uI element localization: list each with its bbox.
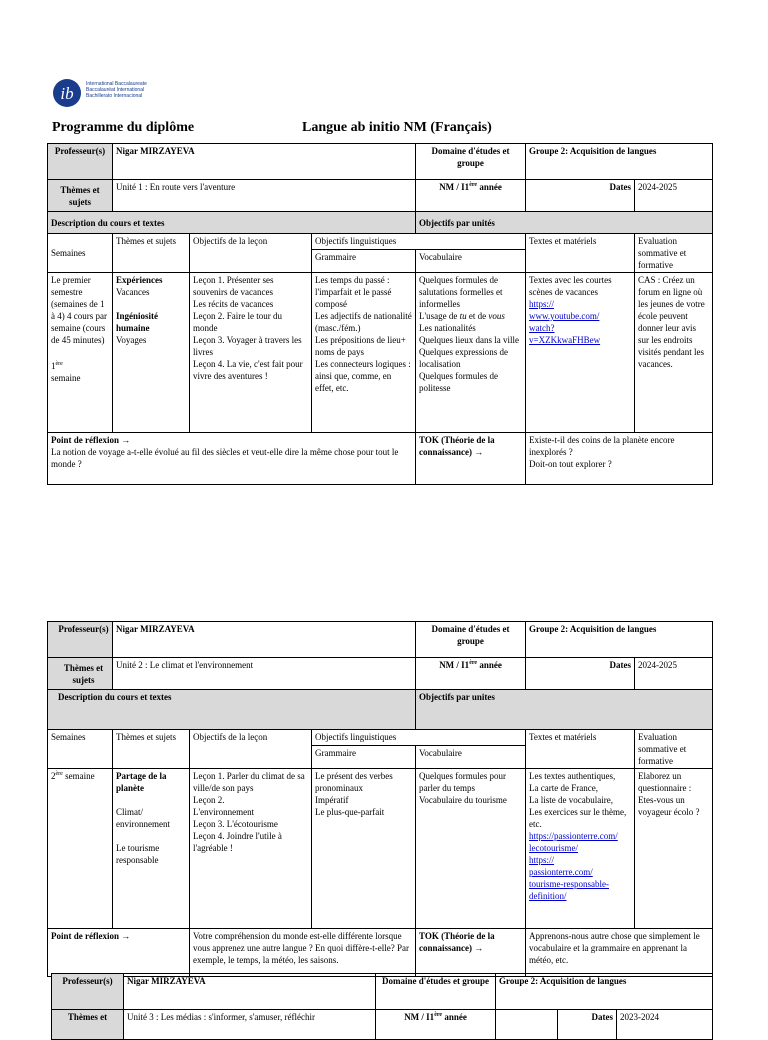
ib-logo <box>52 78 162 108</box>
group-value: Groupe 2: Acquisition de langues <box>496 974 713 1010</box>
domain-label: Domaine d'études et groupe <box>376 974 496 1010</box>
col-vocab: Vocabulaire <box>416 745 526 768</box>
dates-label: Dates <box>558 1010 617 1040</box>
textes-cell <box>526 273 635 433</box>
level-label: NM / I1ère année <box>416 658 526 690</box>
vocab-cell: Quelques formules pour parler du temps Vocabulaire du tourisme <box>416 769 526 929</box>
col-objectifs: Objectifs de la leçon <box>190 234 312 273</box>
themes-label: Thèmes et <box>52 1010 124 1040</box>
col-objectifs: Objectifs de la leçon <box>190 730 312 769</box>
semaines-text: Le premier semestre (semaines de 1 à 4) 4 cours par semaine (cours de 45 minutes) <box>51 275 107 345</box>
textes-text: Les textes authentiques, La carte de France, La liste de vocabulaire, Les exercices sur le thème, etc. <box>529 771 627 829</box>
textes-text: Textes avec les courtes scènes de vacances <box>529 275 612 297</box>
grammaire-cell: Les temps du passé : l'imparfait et le passé composé Les adjectifs de nationalité (masc./fém.) Les prépositions de lieu+ noms de pays Les connecteurs logiques : ainsi que, comme, en effet, etc. <box>312 273 416 433</box>
theme-sub: Voyages <box>116 335 147 345</box>
eval-cell: CAS : Créez un forum en ligne où les jeunes de votre école peuvent donner leur avis sur les endroits visités pendant les vacances. <box>635 273 713 433</box>
unit-3-table <box>51 973 713 1040</box>
col-themes: Thèmes et sujets <box>113 234 190 273</box>
unit-title: Unité 1 : En route vers l'aventure <box>113 180 416 212</box>
col-ling: Objectifs linguistiques <box>312 234 526 250</box>
reflexion-text: Votre compréhension du monde est-elle différente lorsque vous apprenez une autre langue ? En quoi diffère-t-elle? Par exemple, le temps, la météo, les saisons. <box>190 929 416 977</box>
unit-title: Unité 2 : Le climat et l'environnement <box>113 658 416 690</box>
dates-value: 2023-2024 <box>617 1010 713 1040</box>
level-label: NM / I1ère année <box>376 1010 496 1040</box>
prof-name: Nigar MIRZAYEVA <box>113 144 416 180</box>
ib-logo-icon <box>52 78 82 108</box>
reflexion-cell <box>48 433 416 485</box>
logo-line: Baccalauréat International <box>86 87 145 93</box>
col-ling: Objectifs linguistiques <box>312 730 526 746</box>
prof-name: Nigar MIRZAYEVA <box>113 622 416 658</box>
textes-cell <box>526 769 635 929</box>
themes-label: Thèmes et sujets <box>48 180 113 212</box>
program-title: Programme du diplôme <box>52 120 195 135</box>
theme-sub: Climat/ environnement <box>116 807 170 829</box>
dates-label: Dates <box>526 658 635 690</box>
semaines-week: 1ère semaine <box>51 361 81 383</box>
semaines-cell: 2ère semaine <box>48 769 113 929</box>
dates-label: Dates <box>526 180 635 212</box>
tourisme-responsable-link[interactable]: https:// passionterre.com/ tourisme-responsable- definition/ <box>529 855 609 901</box>
tok-text: Existe-t-il des coins de la planète encore inexplorés ? Doit-on tout explorer ? <box>526 433 713 485</box>
reflexion-text: La notion de voyage a-t-elle évolué au fil des siècles et veut-elle dire la même chose pour tout le monde ? <box>51 447 399 469</box>
tok-label: TOK (Théorie de la connaissance) → <box>416 433 526 485</box>
col-textes: Textes et matériels <box>526 730 635 769</box>
semaines-cell <box>48 273 113 433</box>
group-value: Groupe 2: Acquisition de langues <box>526 622 713 658</box>
description-label: Description du cours et textes <box>48 690 416 730</box>
theme-title: Ingéniosité humaine <box>116 311 159 333</box>
grammaire-cell: Le présent des verbes pronominaux Impératif Le plus-que-parfait <box>312 769 416 929</box>
logo-line: International Baccalaureate <box>86 81 147 87</box>
tok-label: TOK (Théorie de la connaissance) → <box>416 929 526 977</box>
objectives-label: Objectifs par unites <box>416 690 713 730</box>
eval-cell: Elaborez un questionnaire : Etes-vous un voyageur écolo ? <box>635 769 713 929</box>
ecotourisme-link[interactable]: https://passionterre.com/ lecotourisme/ <box>529 831 618 853</box>
themes-cell <box>113 769 190 929</box>
prof-label: Professeur(s) <box>48 144 113 180</box>
theme-title: Partage de la planète <box>116 771 167 793</box>
themes-label: Thèmes et sujets <box>48 658 113 690</box>
course-title: Langue ab initio NM (Français) <box>302 120 492 135</box>
col-semaines: Semaines <box>48 234 113 273</box>
group-value: Groupe 2: Acquisition de langues <box>526 144 713 180</box>
description-label: Description du cours et textes <box>48 212 416 234</box>
theme-sub: Vacances <box>116 287 150 297</box>
empty-cell <box>496 1010 558 1040</box>
vocab-cell: Quelques formules de salutations formelles et informelles L'usage de tu et de vous Les nationalités Quelques lieux dans la ville Quelques expressions de localisation Quelques formules de politesse <box>416 273 526 433</box>
prof-label: Professeur(s) <box>52 974 124 1010</box>
col-textes: Textes et matériels <box>526 234 635 273</box>
dates-value: 2024-2025 <box>635 180 713 212</box>
level-label: NM / I1ère année <box>416 180 526 212</box>
themes-cell <box>113 273 190 433</box>
dates-value: 2024-2025 <box>635 658 713 690</box>
logo-line: Bachillerato Internacional <box>86 93 143 99</box>
reflexion-label: Point de réflexion → <box>48 929 190 977</box>
prof-label: Professeur(s) <box>48 622 113 658</box>
reflexion-label: Point de réflexion → <box>51 435 131 445</box>
objectives-label: Objectifs par unités <box>416 212 713 234</box>
col-grammaire: Grammaire <box>312 249 416 272</box>
lecons-cell: Leçon 1. Parler du climat de sa ville/de son pays Leçon 2. L'environnement Leçon 3. L'écotourisme Leçon 4. Joindre l'utile à l'agréable ! <box>190 769 312 929</box>
svg-text:ib: ib <box>60 84 74 103</box>
tok-text: Apprenons-nous autre chose que simplement le vocabulaire et la grammaire en apprenant la météo, etc. <box>526 929 713 977</box>
col-vocab: Vocabulaire <box>416 249 526 272</box>
unit-2-table <box>47 621 713 977</box>
lecons-cell: Leçon 1. Présenter ses souvenirs de vacances Les récits de vacances Leçon 2. Faire le tour du monde Leçon 3. Voyager à travers les livres Leçon 4. La vie, c'est fait pour vivre des aventures ! <box>190 273 312 433</box>
unit-1-table <box>47 143 713 485</box>
col-eval: Evaluation sommative et formative <box>635 234 713 273</box>
theme-sub: Le tourisme responsable <box>116 843 160 865</box>
unit-title: Unité 3 : Les médias : s'informer, s'amuser, réfléchir <box>124 1010 376 1040</box>
youtube-link[interactable]: https:// www.youtube.com/ watch? v=XZKkwaFHBew <box>529 299 601 345</box>
prof-name: Nigar MIRZAYEVA <box>124 974 376 1010</box>
col-themes: Thèmes et sujets <box>113 730 190 769</box>
theme-title: Expériences <box>116 275 163 285</box>
col-grammaire: Grammaire <box>312 745 416 768</box>
domain-label: Domaine d'études et groupe <box>416 144 526 180</box>
col-semaines: Semaines <box>48 730 113 769</box>
col-eval: Evaluation sommative et formative <box>635 730 713 769</box>
domain-label: Domaine d'études et groupe <box>416 622 526 658</box>
